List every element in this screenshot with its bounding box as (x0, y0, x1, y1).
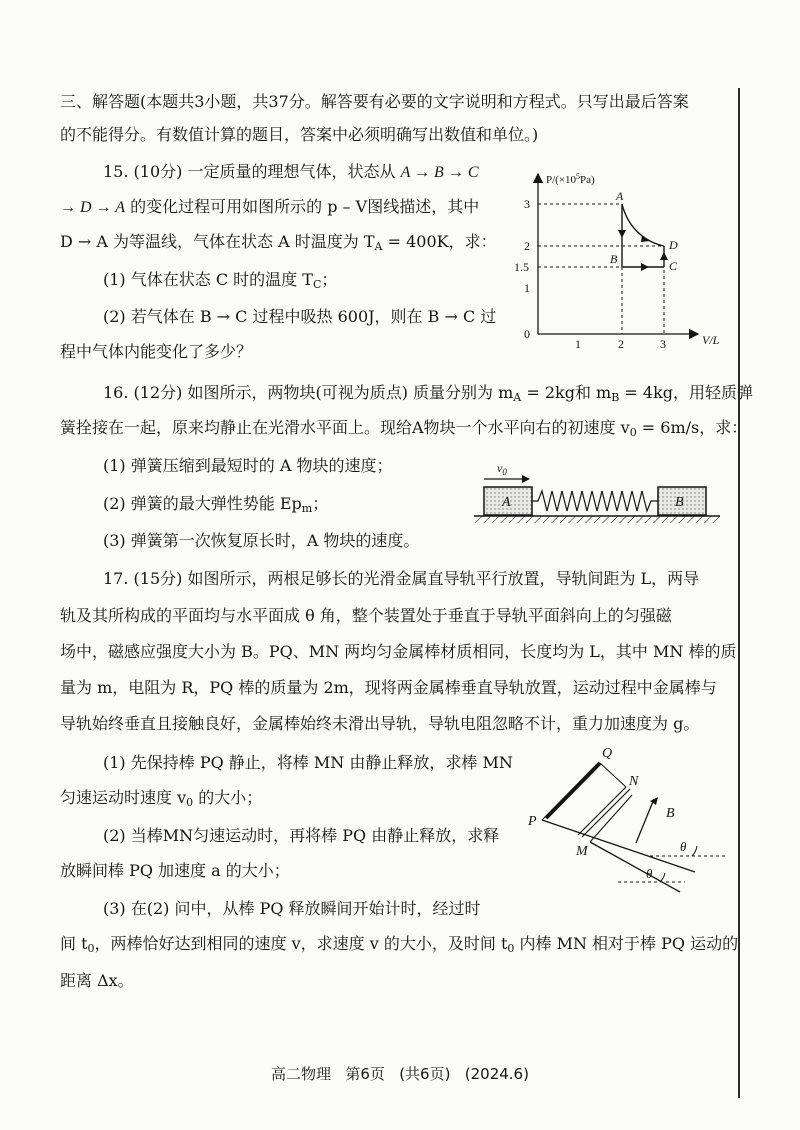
point-a: A (616, 189, 624, 203)
q15-part2: (2) 若气体在 B → C 过程中吸热 600J，则在 B → C 过 (103, 307, 497, 326)
q17-part1-cont: 匀速运动时速度 $v_0$ 的大小； (60, 788, 263, 809)
ytick-3: 3 (524, 197, 530, 211)
q16-line1: 16. (12分) 如图所示，两物块(可视为质点) 质量分别为 $m_A = 2kg$和 $m_B = 4kg$，用轻质弹 (103, 383, 754, 404)
point-d: D (669, 238, 678, 252)
q16-line2: 簧拴接在一起，原来均静止在光滑水平面上。现给A物块一个水平向右的初速度 $v_0 = 6m/s$，求： (60, 418, 748, 439)
incline-rails-figure (520, 745, 735, 905)
q17-part1: (1) 先保持棒 PQ 静止，将棒 MN 由静止释放，求棒 MN (103, 753, 513, 772)
xtick-2: 2 (618, 337, 624, 351)
label-n: N (629, 774, 639, 789)
y-axis-label: $P/(\times 10^5Pa)$ (546, 172, 595, 186)
section-heading-cont: 的不能得分。有数值计算的题目，答案中必须明确写出数值和单位。) (60, 125, 539, 144)
q17-line2: 轨及其所构成的平面均与水平面成 θ 角，整个装置处于垂直于导轨平面斜向上的匀强磁 (60, 606, 672, 625)
rod-pq (546, 763, 600, 818)
q17-line5: 导轨始终垂直且接触良好，金属棒始终未滑出导轨，导轨电阻忽略不计，重力加速度为 g。 (60, 714, 700, 733)
q15-part1: (1) 气体在状态 C 时的温度 $T_C$； (103, 270, 338, 291)
q15-part2-cont: 程中气体内能变化了多少？ (60, 342, 253, 361)
label-m: M (576, 844, 588, 859)
spring (532, 491, 658, 511)
spring-blocks-figure (470, 460, 725, 530)
q17-line1: 17. (15分) 如图所示，两根足够长的光滑金属直导轨平行放置，导轨间距为 L，两导 (103, 569, 700, 588)
q17-part3-end: 距离 Δx。 (60, 971, 134, 990)
q16-part1: (1) 弹簧压缩到最短时的 A 物块的速度； (103, 456, 393, 475)
q17-line4: 量为 m，电阻为 R，PQ 棒的质量为 2m，现将两金属棒垂直导轨放置，运动过程中金属棒与 (60, 678, 717, 697)
point-b: B (610, 252, 618, 266)
rail-upper (542, 820, 695, 872)
q16-part3: (3) 弹簧第一次恢复原长时，A 物块的速度。 (103, 531, 420, 550)
section-heading: 三、解答题(本题共3小题，共37分。解答要有必要的文字说明和方程式。只写出最后答案 (60, 92, 689, 111)
label-q: Q (602, 746, 613, 761)
label-p: P (528, 814, 537, 829)
ytick-1: 1 (524, 281, 530, 295)
margin-rule (738, 88, 740, 1098)
point-c: C (669, 259, 678, 273)
field-arrow-b (636, 799, 654, 843)
page-footer: 高二物理 第6页 (共6页) (2024.6) (271, 1065, 529, 1083)
block-a-label: A (502, 495, 511, 510)
q15-line1: 15. (10分) 一定质量的理想气体，状态从 A → B → C (103, 162, 479, 181)
q17-part3: (3) 在(2) 问中，从棒 PQ 释放瞬间开始计时，经过时 (103, 899, 481, 918)
q15-line2: → D → A 的变化过程可用如图所示的 p – V图线描述，其中 (60, 197, 480, 216)
block-b-label: B (675, 495, 684, 510)
ytick-1-5: 1.5 (514, 260, 529, 274)
xtick-3: 3 (660, 337, 666, 351)
rail-lower (590, 842, 680, 892)
ytick-2: 2 (524, 239, 530, 253)
q17-line3: 场中，磁感应强度大小为 B。PQ、MN 两均匀金属棒材质相同，长度均为 L，其中 MN 棒的质 (60, 642, 737, 661)
q16-part2: (2) 弹簧的最大弹性势能 $Ep_m$； (103, 494, 329, 515)
label-theta-upper: θ (680, 839, 687, 854)
q17-part2: (2) 当棒MN匀速运动时，再将棒 PQ 由静止释放，求释 (103, 826, 500, 845)
q17-part3-cont: 间 $t_0$，两棒恰好达到相同的速度 v，求速度 v 的大小，及时间 $t_0$ 内棒 MN 相对于棒 PQ 运动的 (60, 934, 739, 955)
q17-part2-cont: 放瞬间棒 PQ 加速度 a 的大小； (60, 861, 290, 880)
xtick-1: 1 (575, 337, 581, 351)
label-theta-lower: θ (646, 866, 653, 881)
v0-label: $v_0$ (497, 461, 507, 477)
q15-line3: D → A 为等温线，气体在状态 A 时温度为 $T_A = 400K$，求： (60, 232, 497, 253)
x-axis-label: V/L (702, 333, 720, 347)
ytick-0: 0 (524, 327, 530, 341)
ground-hatch (474, 516, 720, 523)
pv-graph (510, 162, 735, 352)
label-b: B (666, 806, 675, 821)
